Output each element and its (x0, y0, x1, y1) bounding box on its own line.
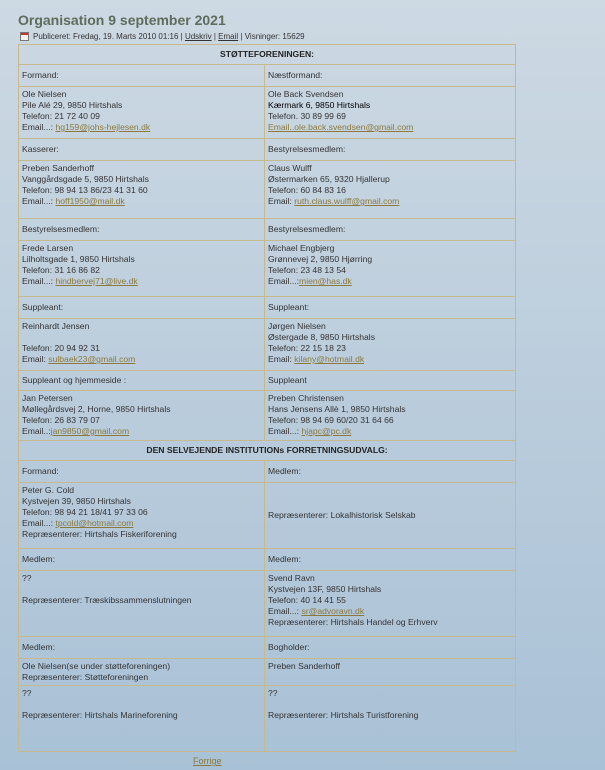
member-cell (265, 571, 516, 637)
member-name: ?? (22, 573, 32, 583)
member-address: Møllegårdsvej 2, Horne, 9850 Hirtshals (22, 404, 171, 414)
section-heading: DEN SELVEJENDE INSTITUTIONs FORRETNINGSUDVALG: (19, 441, 516, 461)
role-label: Bogholder: (265, 637, 516, 659)
print-link[interactable]: Udskriv (184, 31, 212, 41)
role-label: Medlem: (265, 461, 516, 483)
member-address: Pile Alé 29, 9850 Hirtshals (22, 100, 123, 110)
role-label: Næstformand: (265, 65, 516, 87)
email-label: Email...: (22, 196, 54, 206)
member-phone: Telefon: 21 72 40 09 (22, 111, 100, 121)
member-cell (265, 241, 516, 297)
member-name: Ole Back Svendsen (268, 89, 344, 99)
member-name: Preben Christensen (268, 393, 344, 403)
member-phone: Telefon: 22 15 18 23 (268, 343, 346, 353)
published-date: Publiceret: Fredag, 19. Marts 2010 01:16 | (33, 31, 183, 41)
member-phone: Telefon: 26 83 79 07 (22, 415, 100, 425)
role-label: Suppleant (265, 371, 516, 391)
member-address (22, 332, 261, 343)
member-name: Ole Nielsen(se under støtteforeningen) (22, 661, 171, 671)
meta-separator: | (213, 31, 216, 41)
role-label: Medlem: (19, 637, 265, 659)
member-email-link[interactable]: hoff1950@mail.dk (55, 196, 125, 206)
member-cell (265, 87, 516, 139)
member-email-link[interactable]: sr@advoravn.dk (301, 606, 365, 616)
represents-text: Repræsenterer: Hirtshals Handel og Erhverv (268, 617, 438, 627)
member-phone: Telefon: 40 14 41 55 (268, 595, 346, 605)
role-label: Suppleant: (19, 297, 265, 319)
represents-text: Repræsenterer: Hirtshals Marineforening (22, 710, 178, 720)
page-title: Organisation 9 september 2021 (18, 12, 226, 28)
member-address: Lilholtsgade 1, 9850 Hirtshals (22, 254, 135, 264)
role-label: Medlem: (19, 549, 265, 571)
member-phone: Telefon. 30 89 99 69 (268, 111, 346, 121)
member-cell (19, 241, 265, 297)
member-cell (265, 686, 516, 752)
member-email-link[interactable]: jan9850@gmail.com (50, 426, 130, 436)
member-name: Preben Sanderhoff (265, 659, 516, 686)
section-heading: STØTTEFORENINGEN: (19, 45, 516, 65)
member-name: Preben Sanderhoff (22, 163, 94, 173)
member-phone: Telefon: 98 94 69 60/20 31 64 66 (268, 415, 394, 425)
represents-text: Repræsenterer: Støtteforeningen (22, 672, 149, 682)
member-address: Grønnevej 2, 9850 Hjørring (268, 254, 373, 264)
member-name: Claus Wulff (268, 163, 312, 173)
member-phone: Telefon: 98 94 13 86/23 41 31 60 (22, 185, 148, 195)
view-count: | Visninger: 15629 (240, 31, 305, 41)
role-label: Suppleant og hjemmeside : (19, 371, 265, 391)
member-address: Kærmark 6, 9850 Hirtshals (268, 100, 371, 110)
member-name: Ole Nielsen (22, 89, 67, 99)
role-label: Kasserer: (19, 139, 265, 161)
member-email-link[interactable]: hg159@johs-hejlesen.dk (55, 122, 151, 132)
calendar-icon (20, 32, 29, 41)
member-phone: Telefon: 60 84 83 16 (268, 185, 346, 195)
member-address: Vanggårdsgade 5, 9850 Hirtshals (22, 174, 149, 184)
email-label: Email...: (268, 606, 300, 616)
role-label: Formand: (19, 461, 265, 483)
member-name: Michael Engbjerg (268, 243, 335, 253)
member-name: Svend Ravn (268, 573, 315, 583)
role-label: Suppleant: (265, 297, 516, 319)
member-cell (265, 161, 516, 219)
member-email-link[interactable]: sulbaek23@gmail.com (48, 354, 136, 364)
represents-text: Repræsenterer: Hirtshals Turistforening (268, 710, 419, 720)
role-label: Bestyrelsesmedlem: (265, 139, 516, 161)
email-label: Email...: (268, 426, 300, 436)
member-email-link[interactable]: hindbervej71@live.dk (55, 276, 138, 286)
member-cell (19, 319, 265, 371)
member-phone: Telefon: 23 48 13 54 (268, 265, 346, 275)
role-label: Formand: (19, 65, 265, 87)
member-phone: Telefon: 98 94 21 18/41 97 33 06 (22, 507, 148, 517)
email-label: Email: (22, 354, 46, 364)
represents-text: Repræsenterer: Hirtshals Fiskeriforening (22, 529, 177, 539)
member-cell (19, 571, 265, 637)
member-cell (19, 87, 265, 139)
role-label: Medlem: (265, 549, 516, 571)
member-phone: Telefon: 31 16 86 82 (22, 265, 100, 275)
member-address: Østermarken 65, 9320 Hjallerup (268, 174, 390, 184)
member-cell (19, 686, 265, 752)
email-label: Email...: (22, 276, 54, 286)
member-cell (19, 659, 265, 686)
member-address: Østergade 8, 9850 Hirtshals (268, 332, 376, 342)
email-label: Email: (268, 196, 292, 206)
member-email-link[interactable]: kilany@hotmail.dk (294, 354, 365, 364)
member-phone: Telefon: 20 94 92 31 (22, 343, 100, 353)
email-label: Email...: (268, 276, 300, 286)
email-label: Email...: (22, 122, 54, 132)
previous-link[interactable]: Forrige (193, 756, 222, 766)
member-cell (19, 483, 265, 549)
member-name: Reinhardt Jensen (22, 321, 90, 331)
role-label: Bestyrelsesmedlem: (265, 219, 516, 241)
email-label: Email: (268, 354, 292, 364)
member-name: Frede Larsen (22, 243, 74, 253)
member-email-link[interactable]: Email..ole.back.svendsen@gmail.com (268, 122, 414, 132)
member-address: Kystvejen 39, 9850 Hirtshals (22, 496, 131, 506)
article-meta (20, 30, 305, 42)
member-email-link[interactable]: mien@has.dk (299, 276, 352, 286)
member-email-link[interactable]: tpcold@hotmail.com (55, 518, 134, 528)
member-cell (19, 391, 265, 441)
member-name: Peter G. Cold (22, 485, 75, 495)
organisation-table (18, 44, 516, 752)
email-link[interactable]: Email (218, 31, 239, 41)
member-address: Hans Jensens Allè 1, 9850 Hirtshals (268, 404, 406, 414)
represents-text: Repræsenterer: Træskibssammenslutningen (22, 595, 192, 605)
email-label: Email..: (22, 426, 51, 436)
role-label: Bestyrelsesmedlem: (19, 219, 265, 241)
member-cell (265, 319, 516, 371)
member-email-link[interactable]: ruth.claus.wulff@gmail.com (294, 196, 400, 206)
member-name: Jørgen Nielsen (268, 321, 326, 331)
represents-text: Repræsenterer: Lokalhistorisk Selskab (265, 483, 516, 549)
member-address: Kystvejen 13F, 9850 Hirtshals (268, 584, 382, 594)
member-email-link[interactable]: hjapc@pc.dk (301, 426, 352, 436)
member-name: ?? (22, 688, 32, 698)
email-label: Email...: (22, 518, 54, 528)
member-cell (19, 161, 265, 219)
member-cell (265, 391, 516, 441)
member-name: ?? (268, 688, 278, 698)
member-name: Jan Petersen (22, 393, 73, 403)
